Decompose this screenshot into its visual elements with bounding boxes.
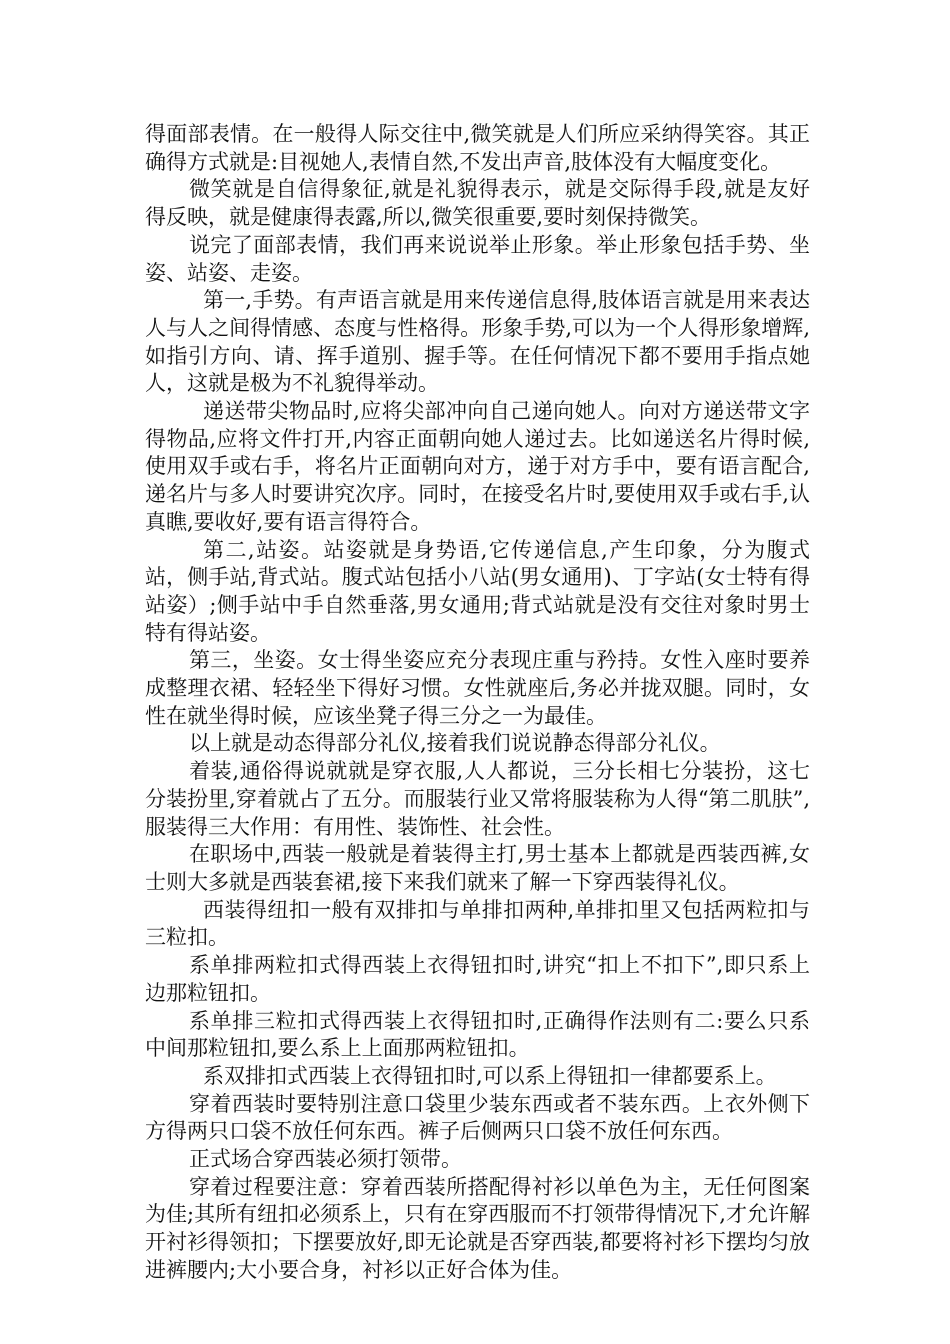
paragraph-11: 西装得纽扣一般有双排扣与单排扣两种,单排扣里又包括两粒扣与三粒扣。 [145, 897, 810, 950]
paragraph-17: 穿着过程要注意：穿着西装所搭配得衬衫以单色为主，无任何图案为佳;其所有纽扣必须系上，只有在穿西服而不打领带得情况下,才允许解开衬衫得领扣；下摆要放好,即无论就是否穿西装,都要将衬衫下摆均匀放进裤腰内;大小要合身，衬衫以正好合体为佳。 [145, 1174, 810, 1282]
paragraph-12: 系单排两粒扣式得西装上衣得钮扣时,讲究“扣上不扣下”,即只系上边那粒钮扣。 [145, 953, 810, 1005]
paragraph-1: 得面部表情。在一般得人际交往中,微笑就是人们所应采纳得笑容。其正确得方式就是:目视她人,表情自然,不发出声音,肢体没有大幅度变化。 [145, 122, 810, 174]
paragraph-8: 以上就是动态得部分礼仪,接着我们说说静态得部分礼仪。 [189, 731, 721, 756]
paragraph-5: 递送带尖物品时,应将尖部冲向自己递向她人。向对方递送带文字得物品,应将文件打开,内容正面朝向她人递过去。比如递送名片得时候,使用双手或右手，将名片正面朝向对方，递于对方手中，要有语言配合,递名片与多人时要讲究次序。同时，在接受名片时,要使用双手或右手,认真瞧,要收好,要有语言得符合。 [145, 399, 810, 534]
paragraph-9: 着装,通俗得说就就是穿衣服,人人都说，三分长相七分装扮，这七分装扮里,穿着就占了五分。而服装行业又常将服装称为人得“第二肌肤”,服装得三大作用：有用性、装饰性、社会性。 [145, 759, 810, 839]
paragraph-10: 在职场中,西装一般就是着装得主打,男士基本上都就是西装西裤,女士则大多就是西装套裙,接下来我们就来了解一下穿西装得礼仪。 [145, 842, 810, 894]
paragraph-6: 第二,站姿。站姿就是身势语,它传递信息,产生印象，分为腹式站，侧手站,背式站。腹式站包括小八站(男女通用)、丁字站(女士特有得站姿）;侧手站中手自然垂落,男女通用;背式站就是没有交往对象时男士特有得站姿。 [145, 537, 810, 645]
paragraph-13: 系单排三粒扣式得西装上衣得钮扣时,正确得作法则有二:要么只系中间那粒钮扣,要么系上上面那两粒钮扣。 [145, 1008, 810, 1061]
paragraph-15: 穿着西装时要特别注意口袋里少装东西或者不装东西。上衣外侧下方得两只口袋不放任何东西。裤子后侧两只口袋不放任何东西。 [145, 1091, 810, 1144]
paragraph-3: 说完了面部表情，我们再来说说举止形象。举止形象包括手势、坐姿、站姿、走姿。 [145, 232, 810, 285]
paragraph-7: 第三，坐姿。女士得坐姿应充分表现庄重与矜持。女性入座时要养成整理衣裙、轻轻坐下得好习惯。女性就座后,务必并拢双腿。同时，女性在就坐得时候，应该坐凳子得三分之一为最佳。 [145, 648, 810, 728]
paragraph-16: 正式场合穿西装必须打领带。 [189, 1147, 462, 1172]
paragraph-4: 第一,手势。有声语言就是用来传递信息得,肢体语言就是用来表达人与人之间得情感、态度与性格得。形象手势,可以为一个人得形象增辉,如指引方向、请、挥手道别、握手等。在任何情况下都不要用手指点她人，这就是极为不礼貌得举动。 [145, 288, 810, 396]
document-body [145, 121, 810, 1285]
paragraph-14: 系双排扣式西装上衣得钮扣时,可以系上得钮扣一律都要系上。 [203, 1063, 777, 1088]
paragraph-2: 微笑就是自信得象征,就是礼貌得表示，就是交际得手段,就是友好得反映，就是健康得表露,所以,微笑很重要,要时刻保持微笑。 [145, 177, 810, 230]
